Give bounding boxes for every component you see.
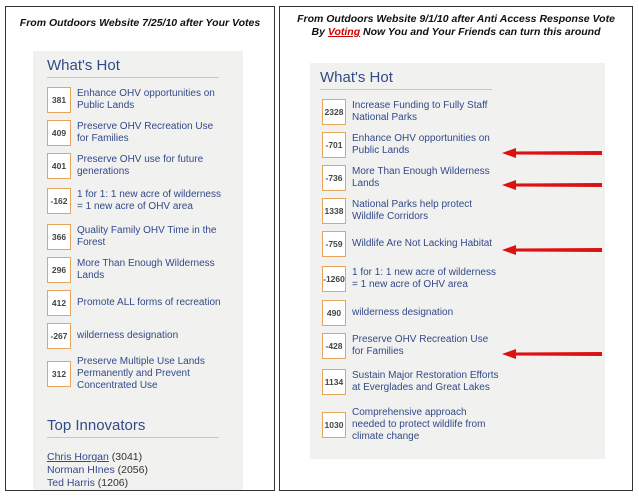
vote-count-badge: -701 bbox=[322, 132, 346, 158]
left-hot-item-8[interactable] bbox=[47, 323, 227, 349]
hot-item-link[interactable]: 1 for 1: 1 new acre of wilderness = 1 new acre of OHV area bbox=[352, 267, 496, 290]
hot-item-link[interactable]: More Than Enough Wilderness Lands bbox=[352, 166, 490, 189]
innovator-score: (3041) bbox=[111, 451, 143, 463]
innovator-row bbox=[47, 464, 148, 476]
left-hot-item-7[interactable] bbox=[47, 290, 227, 316]
right-hot-item-8[interactable] bbox=[322, 333, 502, 359]
hot-item-link[interactable]: wilderness designation bbox=[77, 330, 179, 341]
right-hot-item-9[interactable] bbox=[322, 369, 502, 395]
vote-count-badge: -759 bbox=[322, 231, 346, 257]
left-whats-hot-title: What's Hot bbox=[47, 57, 219, 78]
right-hot-item-6[interactable] bbox=[322, 266, 502, 292]
hot-item-link[interactable]: 1 for 1: 1 new acre of wilderness = 1 new acre of OHV area bbox=[77, 189, 221, 212]
hot-item-link[interactable]: Preserve OHV use for future generations bbox=[77, 154, 204, 177]
red-arrow-icon bbox=[502, 148, 602, 158]
top-innovators-title: Top Innovators bbox=[47, 417, 219, 438]
vote-count-badge: 490 bbox=[322, 300, 346, 326]
vote-count-badge: 2328 bbox=[322, 99, 346, 125]
left-hot-item-1[interactable] bbox=[47, 87, 227, 113]
right-hot-item-5[interactable] bbox=[322, 231, 502, 257]
hot-item-link[interactable]: More Than Enough Wilderness Lands bbox=[77, 258, 215, 281]
vote-count-badge: -267 bbox=[47, 323, 71, 349]
voting-link[interactable]: Voting bbox=[327, 26, 361, 38]
innovator-score: (2056) bbox=[117, 464, 148, 476]
left-hot-item-9[interactable] bbox=[47, 356, 227, 392]
red-arrow-icon bbox=[502, 245, 602, 255]
hot-item-link[interactable]: Preserve OHV Recreation Use for Families bbox=[352, 334, 489, 357]
vote-count-badge: -428 bbox=[322, 333, 346, 359]
vote-count-badge: -1260 bbox=[322, 266, 346, 292]
innovator-score: (1206) bbox=[97, 477, 129, 489]
hot-item-link[interactable]: Quality Family OHV Time in the Forest bbox=[77, 225, 217, 248]
left-hot-item-3[interactable] bbox=[47, 153, 227, 179]
vote-count-badge: 1338 bbox=[322, 198, 346, 224]
innovator-link[interactable]: Ted Harris bbox=[47, 477, 95, 489]
hot-item-link[interactable]: Wildlife Are Not Lacking Habitat bbox=[352, 238, 493, 249]
vote-count-badge: 312 bbox=[47, 361, 71, 387]
right-whats-hot-title: What's Hot bbox=[320, 69, 492, 90]
vote-count-badge: -162 bbox=[47, 188, 71, 214]
right-hot-item-10[interactable] bbox=[322, 407, 502, 443]
hot-item-link[interactable]: Enhance OHV opportunities on Public Lands bbox=[352, 133, 490, 156]
left-caption: From Outdoors Website 7/25/10 after Your Votes bbox=[19, 17, 261, 29]
caption-prefix: By bbox=[311, 26, 328, 38]
hot-item-link[interactable]: Enhance OHV opportunities on Public Lands bbox=[77, 88, 215, 111]
hot-item-link[interactable]: Increase Funding to Fully Staff National Parks bbox=[352, 100, 488, 123]
left-whats-hot-box bbox=[33, 51, 243, 491]
vote-count-badge: 296 bbox=[47, 257, 71, 283]
right-hot-item-2[interactable] bbox=[322, 132, 502, 158]
innovator-row bbox=[47, 451, 142, 463]
vote-count-badge: 1134 bbox=[322, 369, 346, 395]
caption-suffix: Now You and Your Friends can turn this around bbox=[360, 26, 601, 38]
vote-count-badge: 381 bbox=[47, 87, 71, 113]
left-screenshot-panel bbox=[5, 6, 275, 491]
innovator-link[interactable]: Chris Horgan bbox=[47, 451, 109, 463]
right-hot-item-7[interactable] bbox=[322, 300, 502, 326]
left-hot-item-6[interactable] bbox=[47, 257, 227, 283]
vote-count-badge: 401 bbox=[47, 153, 71, 179]
hot-item-link[interactable]: Comprehensive approach needed to protect wildlife from climate change bbox=[352, 407, 486, 442]
red-arrow-icon bbox=[502, 180, 602, 190]
vote-count-badge: 412 bbox=[47, 290, 71, 316]
right-hot-item-4[interactable] bbox=[322, 198, 502, 224]
right-hot-item-1[interactable] bbox=[322, 99, 502, 125]
hot-item-link[interactable]: National Parks help protect Wildlife Corridors bbox=[352, 199, 473, 222]
left-hot-item-2[interactable] bbox=[47, 120, 227, 146]
hot-item-link[interactable]: Preserve OHV Recreation Use for Families bbox=[77, 121, 214, 144]
right-caption-line1: From Outdoors Website 9/1/10 after Anti Access Response Vote bbox=[297, 13, 615, 25]
vote-count-badge: 366 bbox=[47, 224, 71, 250]
left-hot-item-5[interactable] bbox=[47, 224, 227, 250]
right-hot-item-3[interactable] bbox=[322, 165, 502, 191]
hot-item-link[interactable]: Promote ALL forms of recreation bbox=[77, 297, 221, 308]
innovator-link[interactable]: Norman HInes bbox=[47, 464, 115, 476]
right-caption-line2 bbox=[280, 26, 632, 39]
vote-count-badge: 1030 bbox=[322, 412, 346, 438]
hot-item-link[interactable]: wilderness designation bbox=[352, 307, 454, 318]
right-screenshot-panel bbox=[279, 6, 633, 491]
hot-item-link[interactable]: Sustain Major Restoration Efforts at Everglades and Great Lakes bbox=[352, 370, 499, 393]
red-arrow-icon bbox=[502, 349, 602, 359]
right-whats-hot-box bbox=[310, 63, 605, 459]
right-caption bbox=[280, 13, 632, 39]
vote-count-badge: 409 bbox=[47, 120, 71, 146]
hot-item-link[interactable]: Preserve Multiple Use Lands Permanently and Prevent Concentrated Use bbox=[77, 356, 205, 391]
vote-count-badge: -736 bbox=[322, 165, 346, 191]
innovator-row bbox=[47, 477, 128, 489]
left-hot-item-4[interactable] bbox=[47, 188, 227, 214]
